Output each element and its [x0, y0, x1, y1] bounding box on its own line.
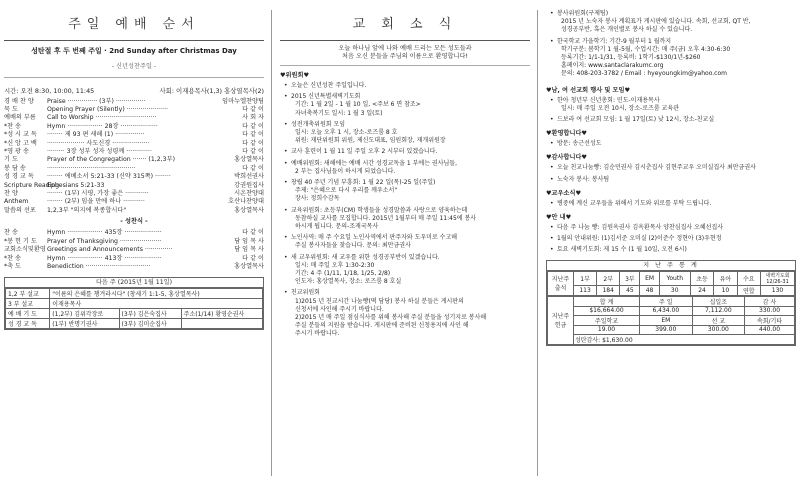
order-item-detail: Call to Worship ·······························: [47, 114, 157, 122]
offering-header: EM: [640, 315, 693, 325]
order-item-leader: 홍상열목사: [234, 206, 264, 214]
notice-item: [284, 234, 530, 250]
notice-line: 신청서에 사인해 주시기 바랍니다.: [295, 305, 384, 313]
notice-line: • 토요 새벽기도회: 제 15 수 (1 월 10일, 오전 6시): [550, 246, 687, 254]
notice-line: • 1월의 안내위원: (1)김서준 오미실 (2)이준수 정현아 (3)우현정: [550, 235, 722, 243]
order-item-leader: 다 같 이: [242, 122, 264, 130]
announcements-column: [276, 0, 534, 486]
order-item-leader: 다 같 이: [242, 254, 264, 262]
bullet-icon: •: [550, 96, 554, 104]
bullet-icon: •: [550, 224, 554, 232]
bullet-icon: •: [284, 148, 288, 156]
order-item-leader: 다 같 이: [242, 148, 264, 156]
offering-value: 330.00: [745, 306, 795, 315]
notice-item: [550, 176, 796, 184]
bullet-icon: •: [550, 140, 554, 148]
order-item-leader: 호산나찬양대: [228, 198, 264, 206]
schedule-value: 이재용목사: [50, 299, 263, 309]
offering-header: 감 사: [745, 296, 795, 306]
attendance-value: 10: [714, 285, 737, 295]
notice-line: • 방문: 송근선성도: [550, 140, 602, 148]
order-item-label: *봉 헌 기 도: [4, 237, 37, 245]
order-item-detail: Greetings and Announcements ··············: [47, 246, 173, 254]
bullet-icon: •: [284, 179, 288, 187]
bullet-icon: •: [284, 206, 288, 214]
notice-line: 2 부는 집사님들이 하시게 되었습니다.: [295, 167, 396, 175]
notice-line: 주실 봉사자들을 찾습니다. 문의: 최만금권사: [295, 242, 411, 250]
notice-item: [284, 148, 530, 156]
schedule-value: 주소(1/14) 황영순권사: [181, 309, 262, 319]
notice-line: • 예배위원회: 새해에는 예배 시간 성경교독을 1 부에는 권사님들,: [284, 159, 457, 167]
notice-line: 장사: 정희수감독: [295, 195, 340, 203]
notice-line: 등록기간: 1/1-1/31, 등록비: 1학기-$130/1년-$260: [561, 54, 701, 62]
notice-line: 2015 년 노숙자 봉사 계획표가 게시판에 있습니다. 속회, 선교회, QT 반,: [561, 18, 751, 26]
offering-label: 지난주 헌금: [548, 296, 574, 344]
notice-line: • 드보라 여 선교회 모임: 1 월 17일(토) 낮 12시, 장소-친교실: [550, 116, 715, 124]
order-item-leader: 홍상열목사: [234, 262, 264, 270]
schedule-title: 다음 주 (2015년 1월 11일): [5, 278, 263, 288]
notice-line: • 노숙자 봉사: 봉사팀: [550, 175, 610, 183]
notice-line: 성경공부반, 혹은 개인별로 봉사 하실 수 있습니다.: [561, 26, 693, 34]
schedule-value: (1부) 반명기권사: [50, 319, 119, 329]
notice-line: 2)2015 년 매 주일 점심식사를 위해 봉사해 주실 분들을 성기지로 봉사해: [295, 314, 487, 322]
order-item-leader: 강권원집사: [234, 181, 264, 189]
welcome-line: 처음 오신 분들을 주님의 이름으로 환영합니다!: [342, 53, 468, 60]
bullet-icon: •: [284, 159, 288, 167]
order-item-detail: Opening Prayer (Silently) ·····················: [47, 106, 168, 113]
attendance-header: 2부: [597, 271, 620, 285]
notice-line: 하시게 됩니다. 문의-조재국목사: [295, 223, 379, 231]
offering-value-row: [548, 306, 795, 315]
notice-line: 일시: 매 주일 오후 1:30-2:30: [295, 261, 375, 269]
notice-line: • 새 교우위원회: 새 교우를 위한 성경공부반이 있겠습니다.: [284, 253, 440, 261]
order-item-detail: ········ (1부) 시평, 가장 좋은 ············: [47, 190, 149, 198]
notice-line: 동참하실 교사를 모집합니다. 2015년 1월부터 매 주일 11:45에 봉사: [295, 214, 477, 222]
notice-line: • 친교위원회: [284, 289, 320, 297]
announcements-right-column: [540, 0, 800, 486]
attendance-label: 지난주 출석: [548, 271, 574, 295]
bullet-icon: •: [550, 199, 554, 207]
attendance-header: 수요: [737, 271, 760, 285]
order-item-label: 찬 송: [4, 229, 18, 237]
order-item-label: *찬 송: [4, 122, 22, 130]
bullet-icon: •: [550, 175, 554, 183]
notice-item: [284, 82, 530, 90]
schedule-value: (3부) 김미순집사: [119, 319, 181, 329]
notice-item: [550, 200, 796, 208]
attendance-value: 연합: [737, 285, 760, 295]
notice-line: 인도자: 홍상열목사, 장소: 로즈룸 8 호실: [295, 278, 402, 286]
order-item-leader: 다 같 이: [242, 131, 264, 139]
order-item-label: 찬 양: [4, 190, 18, 198]
order-item-leader: 다 같 이: [242, 106, 264, 113]
schedule-label: 3 부 설교: [6, 299, 50, 309]
attendance-value: 184: [597, 285, 620, 295]
notice-line: 주시기 바랍니다.: [295, 330, 340, 338]
worship-order-column: [0, 0, 268, 486]
bullet-icon: •: [550, 246, 554, 254]
offering-header-row: [548, 315, 795, 325]
notice-line: 홈페이지: www.santaclarakumc.org: [561, 62, 664, 70]
order-item-label: *축 도: [4, 262, 22, 270]
order-item-leader: 다 같 이: [242, 164, 264, 172]
prayer-notices: [546, 200, 796, 208]
offering-table: [547, 296, 795, 345]
notice-item: [284, 207, 530, 232]
communion-heading: - 성찬식 -: [120, 218, 148, 226]
bullet-icon: •: [284, 120, 288, 128]
offering-value: 6,434.00: [640, 306, 693, 315]
schedule-label: 예 배 기 도: [6, 309, 50, 319]
notice-item: [284, 179, 530, 204]
order-item-detail: Praise ··············· (3부) ···············: [47, 97, 146, 105]
attendance-header: 1부: [574, 271, 597, 285]
order-item-detail: ··················· 사도신경 ···················: [47, 139, 150, 147]
notice-line: • 봉사위원회(구제팀): [550, 10, 609, 17]
attendance-value: 48: [640, 285, 659, 295]
offering-value: 440.00: [745, 325, 795, 334]
notice-line: 위원: 재단위원회 위원, 제신도대표, 임원회장, 재개위원장: [295, 137, 446, 145]
order-item-label: *영 광 송: [4, 148, 29, 156]
order-item-detail: Benediction ·································: [47, 262, 151, 270]
attendance-header: 3부: [620, 271, 640, 285]
thanks-heading: ♥감사합니다♥: [546, 154, 587, 162]
order-item-detail: Ephesians 5:21-33: [47, 181, 105, 189]
notice-item: [284, 93, 530, 118]
notice-item: [550, 235, 796, 243]
offering-value: $16,664.00: [574, 306, 640, 315]
notice-line: 자녀축복기도 일시: 1 월 3 일(토): [295, 109, 383, 117]
order-item-label: Scripture Reading: [4, 181, 60, 189]
worship-order-title: 주일 예배 순서: [68, 17, 200, 32]
order-item-label: 예배의 부름: [4, 114, 36, 122]
bullet-icon: •: [284, 253, 288, 261]
schedule-row: [6, 319, 263, 329]
mission-notices: [546, 97, 796, 125]
order-item-leader: 박희선권사: [234, 173, 264, 181]
mission-heading: ♥남, 여 선교회 행사 및 모임♥: [546, 86, 630, 94]
order-item-label: 기 도: [4, 156, 18, 164]
schedule-value: "이름의 은혜를 챙겨라시다" (창세기 1:1-5, 홍상열목사): [50, 289, 263, 299]
order-item-label: 경 배 찬 양: [4, 97, 34, 105]
order-item-detail: Hymn ·················· 28장 ···················: [47, 122, 158, 130]
offering-value: 399.00: [640, 325, 693, 334]
attendance-value-row: [548, 285, 795, 295]
schedule-row: [6, 289, 263, 299]
bullet-icon: •: [550, 116, 554, 124]
notice-item: [284, 160, 530, 176]
attendance-value: 30: [659, 285, 690, 295]
offering-value: 19.00: [574, 325, 640, 334]
bullet-icon: •: [550, 164, 554, 172]
guide-heading: ♥안 내♥: [546, 214, 572, 222]
worship-time-row: [4, 86, 264, 95]
prayer-heading: ♥교우소식♥: [546, 189, 582, 197]
notice-line: 일시: 오늘 오후 1 시, 장소-로즈룸 8 호: [295, 129, 398, 137]
notice-line: 문의: 408-203-3782 / Email : hyeyoungkim@yahoo.com: [561, 70, 727, 78]
order-item-leader: 다 같 이: [242, 139, 264, 147]
welcome-message: [280, 45, 530, 61]
order-item-label: *찬 송: [4, 254, 22, 262]
welcome-heading: ♥환영합니다♥: [546, 130, 587, 138]
worship-order-list: [4, 98, 264, 216]
offering-value: 300.00: [692, 325, 745, 334]
order-item-detail: ········ 제 93 편 새해 (1) ···············: [47, 131, 145, 139]
schedule-label: 1,2 부 설교: [6, 289, 50, 299]
offering-header-row: [548, 296, 795, 306]
welcome-line: 오늘 하나님 앞에 나와 예배 드리는 모든 성도들과: [338, 45, 472, 52]
order-item-leader: 임마누엘찬양팀: [222, 97, 264, 105]
offering-header: 합 계: [574, 296, 640, 306]
notice-item: [550, 10, 796, 35]
offering-extra: 성탄감사: $1,630.00: [574, 334, 795, 344]
bullet-icon: •: [550, 37, 554, 45]
notice-line: • 한국학교 가을학기: 기간-9 월부터 1 월까지: [550, 37, 672, 45]
order-item-detail: ········· 3장 성부 성자 성령께 ·············: [47, 148, 152, 156]
order-item-leader: 담 임 목 사: [234, 237, 264, 245]
notice-line: • 오늘 친교나눔빵: 김순민권사 김시춘집사 김현주교우 오미실집사 최만금권사: [550, 164, 756, 172]
worship-theme: - 신년성찬주일 -: [111, 62, 157, 70]
offering-header: 속회/기타: [745, 315, 795, 325]
order-item-detail: 1,2,3부 "의지에 복종합시다": [47, 206, 127, 214]
committee-heading: ♥위원회♥: [280, 72, 310, 79]
notice-item: [550, 38, 796, 79]
notice-line: 학기구분: 봄학기 1 월-5월, 수업시간: 매 주(금) 오후 4:30-6:30: [561, 45, 731, 53]
worship-order-list-2: [4, 229, 264, 271]
order-item-label: 교회소식및환영: [4, 246, 46, 254]
notice-item: [284, 289, 530, 338]
offering-value-row: [548, 325, 795, 334]
notice-line: 1)2015 년 친교시간 나눔빵(떡 담당) 봉사 하실 분들은 게시판의: [295, 297, 464, 305]
notice-line: 주실 분들의 지원을 받습니다. 게시판에 준비된 신청용지에 사인 해: [295, 322, 469, 330]
order-item-label: 성 경 교 독: [4, 173, 34, 181]
worship-subtitle: 성탄절 후 두 번째 주일 · 2nd Sunday after Christmas Day: [31, 47, 237, 55]
order-item-label: 말씀의 선포: [4, 206, 36, 214]
order-item-label: *신 앙 고 백: [4, 139, 37, 147]
notice-line: • 다음 주 나눔 빵: 김원옥권사 김옥환목사 양찬심집사 오혜선집사: [550, 224, 724, 232]
order-item-label: Anthem: [4, 198, 29, 206]
bullet-icon: •: [284, 82, 288, 89]
offering-header: 주 일: [640, 296, 693, 306]
order-item-detail: Prayer of Thanksgiving ·····················: [47, 237, 162, 245]
schedule-label: 성 경 교 독: [6, 319, 50, 329]
bullet-icon: •: [284, 289, 288, 297]
attendance-header-row: [548, 271, 795, 285]
schedule-value: (1,2부) 김위각장로: [50, 309, 119, 319]
order-item-detail: ·············································: [47, 164, 136, 172]
stats-box: [546, 260, 796, 346]
order-item-label: *성 시 교 독: [4, 131, 37, 139]
order-item-detail: Hymn ·················· 435장 ···················: [47, 229, 162, 237]
notice-line: • 성전개축위원회 모임: [284, 120, 346, 128]
schedule-table: [5, 288, 263, 329]
committee-notices: [280, 82, 530, 339]
schedule-row: [6, 299, 263, 309]
attendance-header: EM: [640, 271, 659, 285]
offering-header: 주일학교: [574, 315, 640, 325]
attendance-header: Youth: [659, 271, 690, 285]
notice-item: [550, 224, 796, 232]
notice-line: • 오늘은 신년성찬 주일입니다.: [284, 82, 367, 89]
order-item-label: 봉 담 송: [4, 164, 26, 172]
notice-item: [550, 97, 796, 113]
notice-line: • 교사 훈련이 1 월 11 일 주일 오후 2 시부터 있겠습니다.: [284, 148, 438, 156]
guide-notices: [546, 224, 796, 255]
notice-item: [284, 254, 530, 287]
notice-line: 주제: "은혜으로 다시 우리를 깨우소서": [295, 187, 398, 195]
attendance-value: 130: [761, 285, 795, 295]
next-week-schedule: [4, 277, 264, 330]
welcome-notices: [546, 140, 796, 148]
attendance-value: 45: [620, 285, 640, 295]
notice-line: 기간: 4 주 (1/11, 1/18, 1/25, 2/8): [295, 270, 391, 278]
order-item-detail: ········ (2부) 임을 만에 하나 ···········: [47, 198, 145, 206]
order-item-detail: Hymn ·················· 413장 ···················: [47, 254, 162, 262]
order-item-leader: 시온찬양대: [234, 190, 264, 198]
order-item-leader: 사 회 자: [242, 114, 264, 122]
offering-header: 선 교: [692, 315, 745, 325]
worship-ministers: 사회: 이재용목사(1,3) 홍상열목사(2): [159, 86, 264, 95]
notice-item: [284, 121, 530, 146]
bullet-icon: •: [284, 234, 288, 242]
attendance-header: 새벽기도회 12/26-31: [761, 271, 795, 285]
offering-value: 7,112.00: [692, 306, 745, 315]
attendance-table: [547, 271, 795, 296]
service-notices: [546, 10, 796, 79]
notice-item: [550, 164, 796, 172]
offering-extra-row: [548, 334, 795, 344]
order-item-label: 묵 도: [4, 106, 18, 113]
notice-item: [550, 140, 796, 148]
attendance-value: 113: [574, 285, 597, 295]
order-item-detail: Prayer of the Congregation ······· (1,2,3부): [47, 156, 175, 164]
order-item-leader: 다 같 이: [242, 229, 264, 237]
order-item-detail: ········ 에베소서 5:21-33 (신약 315쪽) ········: [47, 173, 171, 181]
notice-line: • 노인사역: 매 주 수요일 노인사역에서 판주자와 도우미로 수고해: [284, 234, 458, 242]
worship-time: 시간: 오전 8:30, 10:00, 11:45: [4, 86, 95, 95]
schedule-value: (3부) 김은숙집사: [119, 309, 181, 319]
notice-line: • 2015 신년특별새벽기도회: [284, 93, 361, 101]
notice-item: [550, 116, 796, 124]
offering-header: 십일조: [692, 296, 745, 306]
notice-line: • 창립 40 주년 기념 부흥회: 1 월 22 일(목)-25 일(주일): [284, 179, 436, 187]
schedule-value: [181, 319, 262, 329]
attendance-value: 24: [690, 285, 713, 295]
order-item-leader: 담 임 목 사: [234, 246, 264, 254]
schedule-row: [6, 309, 263, 319]
bullet-icon: •: [284, 93, 288, 101]
bullet-icon: •: [550, 10, 554, 17]
notice-item: [550, 246, 796, 254]
attendance-header: 유아: [714, 271, 737, 285]
attendance-header: 초등: [690, 271, 713, 285]
thanks-notices: [546, 164, 796, 183]
stats-title: 지 난 주 통 계: [547, 261, 795, 271]
notice-line: • 한아 청년부 신년총회: 민도-이재용목사: [550, 96, 660, 104]
notice-line: • 병중에 계신 교우들을 위해서 기도와 위로를 부탁 드립니다.: [550, 199, 712, 207]
notice-line: 일시: 매 주일 오전 10시, 장소-로즈룸 교육관: [561, 104, 679, 112]
order-item-leader: 홍상열목사: [234, 156, 264, 164]
notice-line: • 교육위원회: 초등부(CM) 학생들을 성경말씀과 사랑으로 양육하는데: [284, 206, 468, 214]
bullet-icon: •: [550, 235, 554, 243]
notice-line: 기간: 1 월 2일 - 1 월 10 일, <주보 6 면 참조>: [295, 101, 421, 109]
announcements-title: 교 회 소 식: [352, 17, 458, 32]
